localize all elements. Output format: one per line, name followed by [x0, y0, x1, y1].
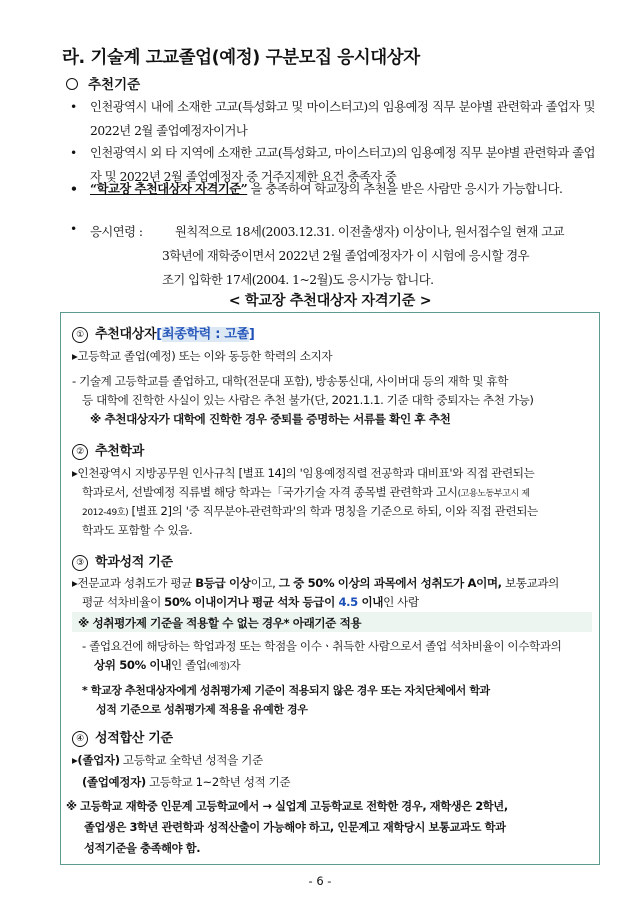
s3-line-2d: 이내	[357, 595, 384, 609]
s3-line-1d: 그 중 50% 이상의 과목에서 성취도가 A이며,	[278, 576, 502, 590]
s3-line-2	[82, 594, 419, 610]
s2-line-2b: (고용노동부고시 제	[457, 489, 530, 499]
s3-line-4	[94, 657, 240, 673]
hollow-circle-icon	[66, 78, 78, 90]
s3-line-2c: 4.5	[338, 595, 358, 609]
s1-line-3: 등 대학에 진학한 사실이 있는 사람은 추천 불가(단, 2021.1.1. 기준 대학 중퇴자는 추천 가능)	[82, 393, 534, 407]
criteria-box-title: < 학교장 추천대상자 자격기준 >	[219, 290, 442, 310]
s3-alt-note: ※ 성취평가제 기준을 적용할 수 없는 경우* 아래기준 적용	[78, 616, 362, 630]
circled-number-3: ③	[72, 555, 88, 571]
sub-heading	[62, 73, 140, 93]
section-4-title: 성적합산 기준	[95, 731, 173, 746]
age-line-2: 3학년에 재학중이면서 2022년 2월 졸업예정자가 이 시험에 응시할 경우	[162, 249, 530, 263]
bullet-dot-icon: •	[70, 181, 78, 196]
s3-line-1e: 보통교과의	[501, 576, 559, 590]
emphasis-text: “학교장 추천대상자 자격기준”	[90, 181, 248, 196]
final-note-2: 졸업생은 3학년 관련학과 성적산출이 가능해야 하고, 인문계고 재학당시 보통교과도 학과	[84, 821, 506, 834]
page-number: - 6 -	[308, 874, 332, 888]
bullet-text: 인천광역시 외 타 지역에 소재한 고교(특성화고, 마이스터고)의 임용예정 직무 분야별 관련학과 졸업자 및 2022년 2월 졸업예정자 중 거주지제한 요건 충족자 중	[90, 146, 595, 184]
section-2-heading	[72, 440, 144, 460]
s2-line-4: 학과도 포함할 수 있음.	[82, 523, 193, 537]
s3-star-note-1: * 학교장 추천대상자에게 성취평가제 기준이 적용되지 않은 경우 또는 자치단체에서 학과	[82, 684, 490, 697]
s3-line-1	[72, 575, 559, 591]
final-note-1: ※ 고등학교 재학중 인문계 고등학교에서 → 실업계 고등학교로 전학한 경우, 재학생은 2학년,	[66, 800, 508, 813]
section-3-heading	[72, 551, 173, 571]
s3-line-2b: 50% 이내이거나 평균 석차 등급이	[164, 595, 339, 609]
s3-line-1a: ▸전문교과 성취도가 평균	[72, 576, 196, 590]
section-2-title: 추천학과	[95, 444, 145, 459]
bullet-item	[70, 177, 600, 225]
s3-line-2e: 인 사람	[383, 595, 419, 609]
s2-line-3b: [별표 2]의 '중 직무분야-관련학과'의 학과 명칭을 기준으로 하되, 이와 직접 관련되는	[128, 504, 538, 518]
education-tag-value: 고졸	[224, 327, 249, 342]
s3-star-note-2: 성적 기준으로 성취평가제 적용을 유예한 경우	[96, 703, 308, 716]
s2-line-2a: 학과로서, 선발예정 직류별 해당 학과는「국가기술 자격 종목별 관련학과 고시	[82, 485, 458, 499]
s3-line-1b: B등급 이상	[195, 576, 251, 590]
s3-line-4d: 자	[229, 658, 241, 672]
bullet-dot-icon: •	[70, 146, 77, 160]
bullet-item	[70, 96, 600, 144]
s4-line-2	[82, 774, 290, 790]
circled-number-1: ①	[72, 327, 88, 343]
section-1-heading	[72, 323, 255, 343]
bullet-text: 인천광역시 내에 소재한 고교(특성화고 및 마이스터고)의 임용예정 직무 분야별 관련학과 졸업자 및 2022년 2월 졸업예정자이거나	[90, 100, 595, 138]
criteria-box-title-wrap	[60, 290, 600, 310]
bullet-dot-icon: •	[70, 100, 77, 114]
s3-line-3: - 졸업요건에 해당하는 학업과정 또는 학점을 이수ㆍ취득한 사람으로서 졸업 석차비율이 이수학과의	[82, 639, 562, 653]
bullet-text	[90, 177, 595, 202]
s3-line-1c: 이고,	[250, 576, 279, 590]
s4-line-1	[72, 752, 263, 768]
s3-line-4a: 상위 50% 이내	[94, 658, 172, 672]
s4-line-2a: (졸업예정자)	[82, 775, 146, 789]
s2-line-3a: 2012-49호)	[82, 508, 129, 518]
age-line-3: 조기 입학한 17세(2004. 1~2월)도 응시가능 합니다.	[162, 273, 434, 287]
circled-number-2: ②	[72, 444, 88, 460]
sub-heading-label: 추천기준	[88, 77, 141, 93]
age-line-1: 원칙적으로 18세(2003.12.31. 이전출생자) 이상이나, 원서접수일 현재 고교	[175, 225, 565, 239]
education-tag-label: 최종학력 :	[161, 327, 225, 342]
s2-line-1: ▸인천광역시 지방공무원 인사규칙 [별표 14]의 '임용예정직렬 전공학과 대비표'와 직접 관련되는	[72, 466, 535, 480]
s2-line-2	[82, 484, 530, 500]
section-3-title: 학과성적 기준	[95, 555, 173, 570]
s1-line-1: ▸고등학교 졸업(예정) 또는 이와 동등한 학력의 소지자	[72, 349, 333, 363]
s4-line-1b: 고등학교 全학년 성적을 기준	[119, 753, 263, 767]
final-note-3: 성적기준을 충족해야 함.	[84, 842, 201, 855]
section-4-heading	[72, 727, 173, 747]
s4-line-2b: 고등학교 1~2학년 성적 기준	[145, 775, 291, 789]
s3-line-4b: 인 졸업	[171, 658, 207, 672]
section-1-title: 추천대상자	[95, 327, 157, 342]
age-bullet-dot-icon: •	[70, 222, 77, 236]
section-title: 라. 기술계 고교졸업(예정) 구분모집 응시대상자	[62, 48, 420, 68]
circled-number-4: ④	[72, 731, 88, 747]
s1-line-2: - 기술계 고등학교를 졸업하고, 대학(전문대 포함), 방송통신대, 사이버대 등의 재학 및 휴학	[72, 374, 509, 388]
age-label: 응시연령 :	[90, 225, 143, 239]
bullet-rest: 을 충족하여 학교장의 추천을 받은 사람만 응시가 가능합니다.	[247, 182, 563, 196]
s1-note: ※ 추천대상자가 대학에 진학한 경우 중퇴를 증명하는 서류를 확인 후 추천	[90, 412, 451, 426]
s4-line-1a: ▸(졸업자)	[72, 753, 120, 767]
bracket-open: [	[156, 327, 162, 342]
s2-line-3	[82, 503, 538, 519]
s3-line-2a: 평균 석차비율이	[82, 595, 165, 609]
s3-line-4c: (예정)	[206, 662, 230, 672]
bracket-close: ]	[248, 327, 255, 342]
